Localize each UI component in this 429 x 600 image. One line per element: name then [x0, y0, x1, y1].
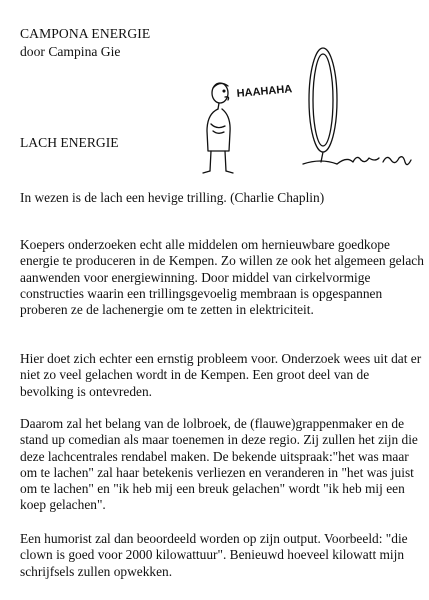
paragraph-3: Daarom zal het belang van de lolbroek, de (flauwe)grappenmaker en de stand up comedian als maar toenemen in deze regio. Zij zullen het zijn die deze lachcentrales rendabel maken. De bekende uitspraak:"het was maar om te lachen" zal haar betekenis verliezen en veranderen in "het was juist om te lachen" en "ik heb mij een breuk gelachen" wordt "ik heb mij een koep gelachen". — [20, 416, 418, 513]
section-title: LACH ENERGIE — [20, 135, 119, 150]
cartoon-illustration — [195, 36, 417, 178]
laughing-man-figure — [203, 83, 233, 173]
paragraph-1: Koepers onderzoeken echt alle middelen om hernieuwbare goedkope energie te produceren in de Kempen. Zo willen ze ook het algemeen gelach aanwenden voor energiewinning. Door middel van cirkelvormige constructies waarin een trillingsgevoelig membraan is opgespannen proberen ze de lachenergie om te zetten in elektriciteit. — [20, 237, 424, 318]
document-title: CAMPONA ENERGIE — [20, 26, 151, 41]
laugh-ring-device — [303, 48, 379, 164]
paragraph-2: Hier doet zich echter een ernstig probleem voor. Onderzoek wees uit dat er niet zo veel gelachen wordt in de Kempen. Een groot deel van de bevolking is ontevreden. — [20, 351, 422, 399]
signature-scribble — [383, 157, 411, 165]
chaplin-quote: In wezen is de lach een hevige trilling. (Charlie Chaplin) — [20, 190, 325, 205]
paragraph-4: Een humorist zal dan beoordeeld worden op zijn output. Voorbeeld: "die clown is goed voor 2000 kilowattuur". Benieuwd hoeveel kilowatt mijn schrijfsels zullen opwekken. — [20, 531, 408, 579]
document-author: door Campina Gie — [20, 44, 121, 59]
laugh-speech-text: HAAHAHA — [236, 83, 293, 100]
